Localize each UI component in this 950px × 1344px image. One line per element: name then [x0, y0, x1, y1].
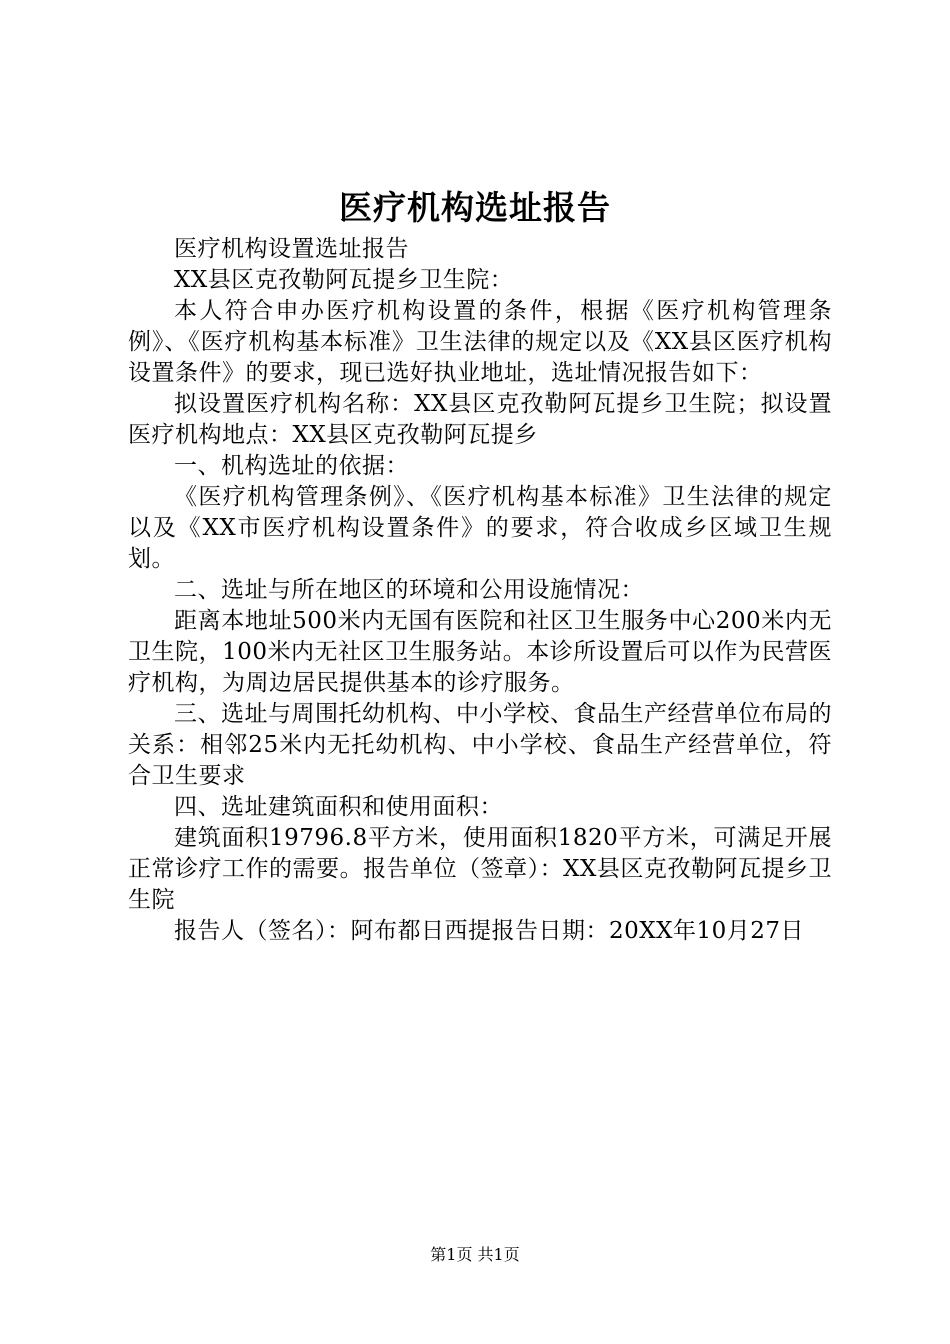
document-title: 医疗机构选址报告: [339, 188, 611, 227]
section-heading-area: 四、选址建筑面积和使用面积：: [174, 794, 503, 820]
page-footer: 第1页 共1页: [430, 1245, 520, 1264]
paragraph-proposed-name: 拟设置医疗机构名称：XX县区克孜勒阿瓦提乡卫生院；拟设置医疗机构地点：XX县区克孜勒阿瓦提乡: [128, 391, 832, 448]
paragraph-surroundings: 三、选址与周围托幼机构、中小学校、食品生产经营单位布局的关系：相邻25米内无托幼机构、中小学校、食品生产经营单位，符合卫生要求: [128, 701, 832, 789]
paragraph-basis: 《医疗机构管理条例》、《医疗机构基本标准》卫生法律的规定以及《XX市医疗机构设置条件》的要求，符合收成乡区域卫生规划。: [128, 484, 832, 572]
paragraph-signature: 报告人（签名）：阿布都日西提报告日期：20XX年10月27日: [174, 918, 805, 944]
paragraph-environment: 距离本地址500米内无国有医院和社区卫生服务中心200米内无卫生院，100米内无社区卫生服务站。本诊所设置后可以作为民营医疗机构，为周边居民提供基本的诊疗服务。: [128, 608, 832, 696]
paragraph-intro: 本人符合申办医疗机构设置的条件，根据《医疗机构管理条例》、《医疗机构基本标准》卫生法律的规定以及《XX县区医疗机构设置条件》的要求，现已选好执业地址，选址情况报告如下：: [128, 298, 832, 386]
section-heading-basis: 一、机构选址的依据：: [174, 453, 409, 479]
document-body: [128, 234, 832, 947]
section-heading-environment: 二、选址与所在地区的环境和公用设施情况：: [174, 577, 644, 603]
paragraph-addressee: XX县区克孜勒阿瓦提乡卫生院：: [174, 267, 514, 293]
paragraph-heading: 医疗机构设置选址报告: [174, 236, 409, 262]
paragraph-area: 建筑面积19796.8平方米，使用面积1820平方米，可满足开展正常诊疗工作的需要。报告单位（签章）：XX县区克孜勒阿瓦提乡卫生院: [128, 825, 832, 913]
